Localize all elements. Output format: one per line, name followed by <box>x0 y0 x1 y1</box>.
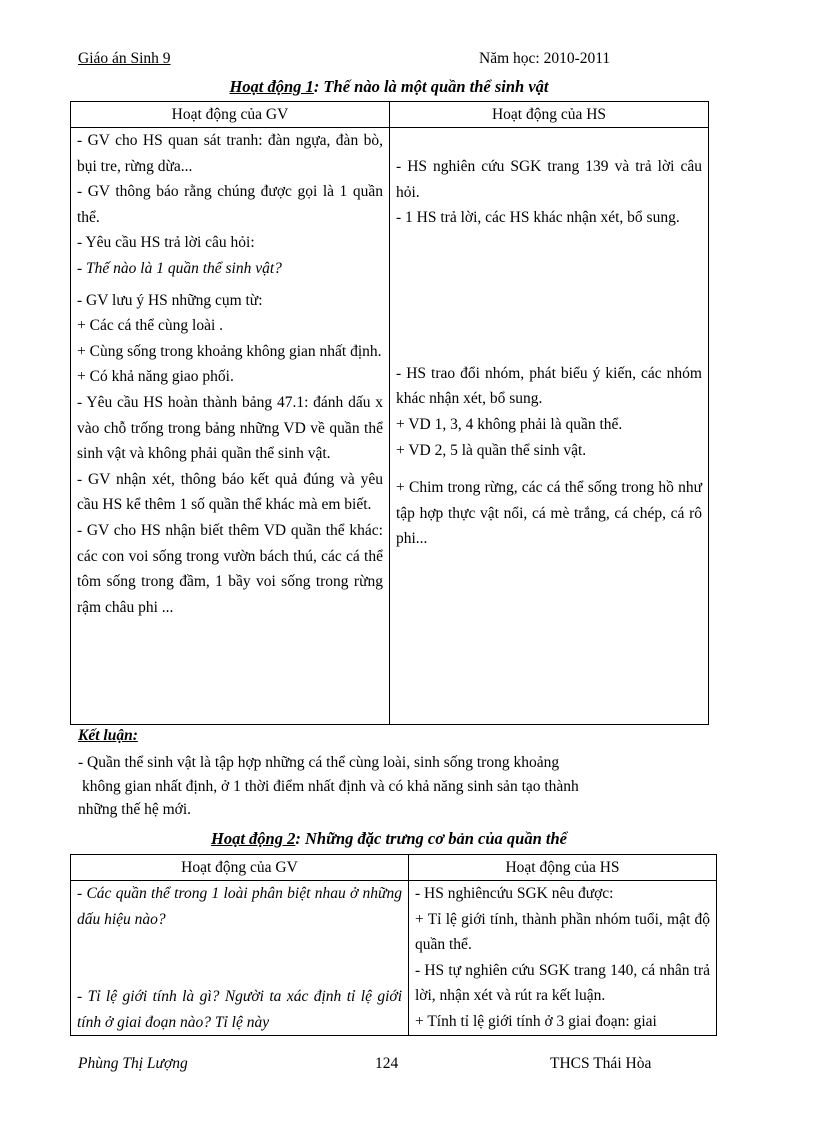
hs-item: + VD 1, 3, 4 không phải là quần thể. <box>396 415 623 433</box>
gv-item: - GV cho HS nhận biết thêm VD quần thể khác: các con voi sống trong vườn bách thú, các cá thể tôm sống trong đầm, 1 bầy voi sống trong rừng rậm châu phi ... <box>77 521 383 616</box>
activity2-gv-cell <box>71 881 409 1036</box>
hs-item: - HS tự nghiên cứu SGK trang 140, cá nhân trả lời, nhận xét và rút ra kết luận. <box>415 961 710 1005</box>
conclusion-line: - Quần thể sinh vật là tập hợp những cá thể cùng loài, sinh sống trong khoảng <box>78 754 560 771</box>
page-footer <box>78 1055 718 1077</box>
gv-item: - GV nhận xét, thông báo kết quả đúng và yêu cầu HS kể thêm 1 số quần thể khác mà em biết. <box>77 470 383 514</box>
page-header <box>78 50 678 72</box>
gv-item: + Cùng sống trong khoảng không gian nhất định. <box>77 342 382 360</box>
activity1-title-rest: : Thế nào là một quần thể sinh vật <box>313 77 549 96</box>
activity1-title-label: Hoạt động 1 <box>229 77 314 96</box>
activity1-table <box>70 101 709 725</box>
hs-item: + Chim trong rừng, các cá thể sống trong hồ như tập hợp thực vật nổi, cá mè trắng, cá chép, cá rô phi... <box>396 479 702 548</box>
activity2-col-gv: Hoạt động của GV <box>71 855 409 881</box>
gv-item: - GV cho HS quan sát tranh: đàn ngựa, đàn bò, bụi tre, rừng dừa... <box>77 132 383 175</box>
gv-question: - Tỉ lệ giới tính là gì? Người ta xác định tỉ lệ giới tính ở giai đoạn nào? Tỉ lệ này <box>77 988 402 1031</box>
school-name: THCS Thái Hòa <box>550 1055 652 1072</box>
page-number: 124 <box>375 1055 399 1072</box>
hs-item: - HS trao đổi nhóm, phát biểu ý kiến, các nhóm khác nhận xét, bổ sung. <box>396 364 702 408</box>
activity2-title <box>70 829 708 849</box>
school-year: Năm học: 2010-2011 <box>479 50 611 67</box>
activity1-title <box>70 77 708 97</box>
hs-item: + VD 2, 5 là quần thể sinh vật. <box>396 441 587 459</box>
gv-item: - GV thông báo rằng chúng được gọi là 1 quần thể. <box>77 183 383 226</box>
conclusion-text <box>78 751 718 822</box>
gv-item: + Các cá thể cùng loài . <box>77 317 224 335</box>
hs-item: - 1 HS trả lời, các HS khác nhận xét, bổ sung. <box>396 209 680 227</box>
activity2-col-hs: Hoạt động của HS <box>409 855 717 881</box>
gv-question: - Thế nào là 1 quần thể sinh vật? <box>77 259 282 277</box>
hs-item: - HS nghiên cứu SGK trang 139 và trả lời câu hỏi. <box>396 158 702 201</box>
gv-question: - Các quần thể trong 1 loài phân biệt nhau ở những dấu hiệu nào? <box>77 885 402 928</box>
conclusion-line: không gian nhất định, ở 1 thời điểm nhất định và có khả năng sinh sản tạo thành <box>82 777 579 795</box>
gv-item: - GV lưu ý HS những cụm từ: <box>77 291 263 309</box>
activity2-hs-cell <box>409 881 717 1036</box>
hs-item: + Tỉ lệ giới tính, thành phần nhóm tuổi, mật độ quần thể. <box>415 910 710 954</box>
activity2-title-label: Hoạt động 2 <box>211 829 296 848</box>
hs-item: + Tính tỉ lệ giới tính ở 3 giai đoạn: giai <box>415 1012 657 1030</box>
author-name: Phùng Thị Lượng <box>78 1055 188 1072</box>
conclusion-title: Kết luận: <box>78 727 138 744</box>
activity1-gv-cell <box>71 128 390 725</box>
gv-item: - Yêu cầu HS trả lời câu hỏi: <box>77 234 255 252</box>
hs-item: - HS nghiêncứu SGK nêu được: <box>415 885 614 902</box>
gv-item: + Có khả năng giao phối. <box>77 368 234 386</box>
activity2-table <box>70 854 717 1036</box>
activity2-title-rest: : Những đặc trưng cơ bản của quần thể <box>295 829 567 848</box>
activity1-col-hs: Hoạt động của HS <box>390 102 709 128</box>
gv-item: - Yêu cầu HS hoàn thành bảng 47.1: đánh dấu x vào chỗ trống trong bảng những VD về quần thể sinh vật và không phải quần thể sinh vật. <box>77 393 383 463</box>
subject-label: Giáo án Sinh 9 <box>78 50 171 67</box>
activity1-col-gv: Hoạt động của GV <box>71 102 390 128</box>
conclusion-line: những thế hệ mới. <box>78 801 192 818</box>
activity1-hs-cell <box>390 128 709 725</box>
